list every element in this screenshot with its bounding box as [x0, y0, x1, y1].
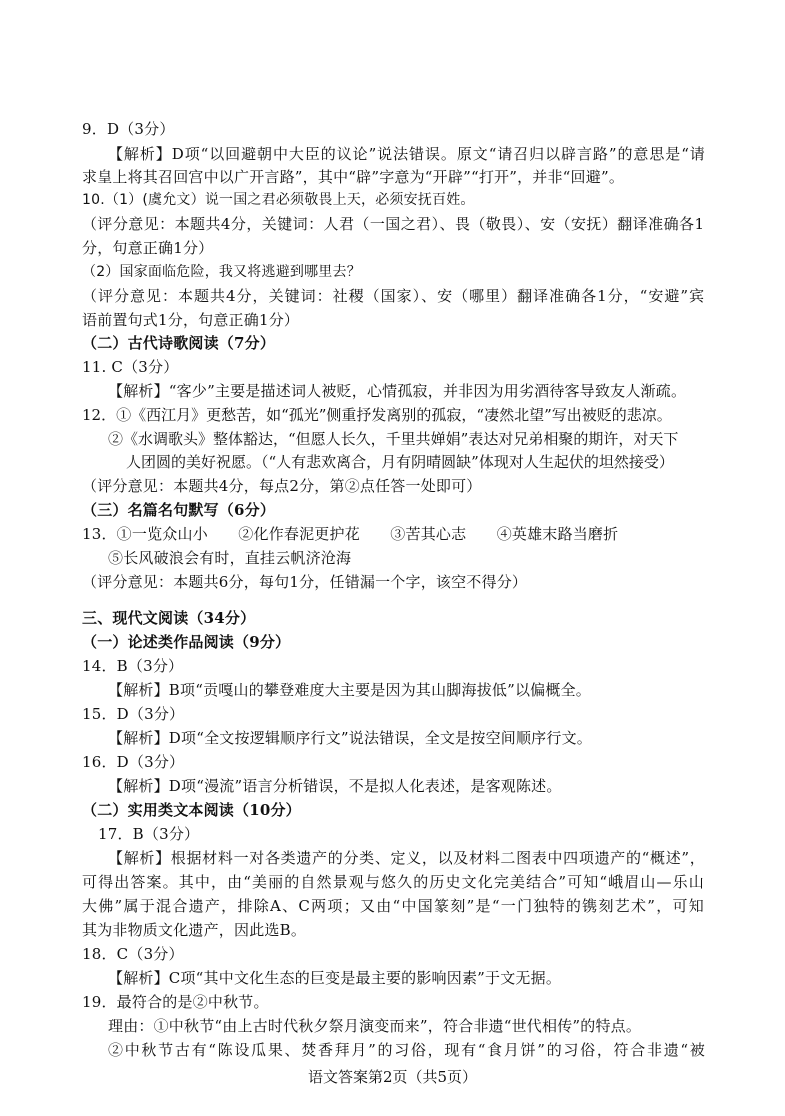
scoring-10-1-line1: （评分意见：本题共4分，关键词：人君（一国之君）、畏（敬畏）、安（安抚）翻译准确各1 [82, 215, 704, 233]
analysis-14: 【解析】B项“贡嘎山的攀登难度大主要是因为其山脚海拔低”以偏概全。 [108, 681, 591, 699]
answer-14: 14．B（3分） [82, 657, 184, 675]
section-argument-heading: （一）论述类作品阅读（9分） [82, 633, 291, 651]
answer-12-line1: 12．①《西江月》更愁苦，如“孤光”侧重抒发离别的孤寂，“凄然北望”写出被贬的悲凉。 [82, 406, 672, 424]
analysis-17-line3: 大佛”属于混合遗产，排除A、C两项；又由“中国篆刻”是“一门独特的镌刻艺术”，可知 [82, 897, 704, 915]
analysis-11: 【解析】“客少”主要是描述词人被贬，心情孤寂，并非因为用劣酒待客导致友人渐疏。 [108, 382, 687, 400]
answer-19-reason1: 理由：①中秋节“由上古时代秋夕祭月演变而来”，符合非遗“世代相传”的特点。 [108, 1017, 642, 1035]
answer-12-line3: 人团圆的美好祝愿。（“人有悲欢离合，月有阴晴圆缺”体现对人生起伏的坦然接受） [126, 453, 674, 471]
analysis-16: 【解析】D项“漫流”语言分析错误，不是拟人化表述，是客观陈述。 [108, 777, 562, 795]
answer-16: 16．D（3分） [82, 753, 185, 771]
answer-11: 11. C（3分） [82, 358, 179, 376]
scoring-10-2-line2: 语前置句式1分，句意正确1分） [82, 311, 300, 329]
answer-15: 15．D（3分） [82, 705, 185, 723]
page-footer: 语文答案第2页（共5页） [307, 1068, 478, 1086]
section-recitation-heading: （三）名篇名句默写（6分） [82, 501, 276, 519]
answer-19-reason2: ②中秋节古有“陈设瓜果、焚香拜月”的习俗，现有“食月饼”的习俗，符合非遗“被 [108, 1041, 705, 1059]
scoring-12: （评分意见：本题共4分，每点2分，第②点任答一处即可） [82, 477, 482, 495]
analysis-15: 【解析】D项“全文按逻辑顺序行文”说法错误，全文是按空间顺序行文。 [108, 729, 592, 747]
answer-10-2: （2）国家面临危险，我又将逃避到哪里去？ [82, 264, 361, 280]
analysis-9-line2: 求皇上将其召回宫中以广开言路”，其中“辟”字意为“开辟”“打开”，并非“回避”。 [82, 168, 625, 186]
analysis-18: 【解析】C项“其中文化生态的巨变是最主要的影响因素”于文无据。 [108, 969, 562, 987]
answer-10-1: 10.（1）(虞允文）说一国之君必须敬畏上天，必须安抚百姓。 [82, 192, 475, 208]
analysis-17-line2: 可得出答案。其中，由“美丽的自然景观与悠久的历史文化完美结合”可知“峨眉山—乐山 [82, 873, 704, 891]
section-practical-heading: （二）实用类文本阅读（10分） [82, 801, 301, 819]
answer-9: 9．D（3分） [82, 120, 175, 138]
answer-13-line2: ⑤长风破浪会有时，直挂云帆济沧海 [108, 549, 352, 567]
answer-19: 19．最符合的是②中秋节。 [82, 993, 269, 1011]
scoring-10-1-line2: 分，句意正确1分） [82, 239, 214, 257]
answer-12-line2: ②《水调歌头》整体豁达，“但愿人长久，千里共婵娟”表达对兄弟相聚的期许，对天下 [108, 430, 679, 448]
analysis-17-line4: 其为非物质文化遗产，因此选B。 [82, 921, 307, 939]
scoring-10-2-line1: （评分意见：本题共4分，关键词：社稷（国家）、安（哪里）翻译准确各1分，“安避”宾 [82, 287, 704, 305]
section-poetry-heading: （二）古代诗歌阅读（7分） [82, 334, 276, 352]
scoring-13: （评分意见：本题共6分，每句1分，任错漏一个字，该空不得分） [82, 573, 528, 591]
answer-13-line1: 13．①一览众山小 ②化作春泥更护花 ③苦其心志 ④英雄末路当磨折 [82, 525, 619, 543]
analysis-17-line1: 【解析】根据材料一对各类遗产的分类、定义，以及材料二图表中四项遗产的“概述”， [108, 849, 705, 867]
answer-17: 17．B（3分） [98, 825, 200, 843]
analysis-9-line1: 【解析】D项“以回避朝中大臣的议论”说法错误。原文“请召归以辟言路”的意思是“请 [108, 145, 705, 163]
answer-18: 18．C（3分） [82, 945, 184, 963]
section-modern-heading: 三、现代文阅读（34分） [82, 609, 256, 627]
